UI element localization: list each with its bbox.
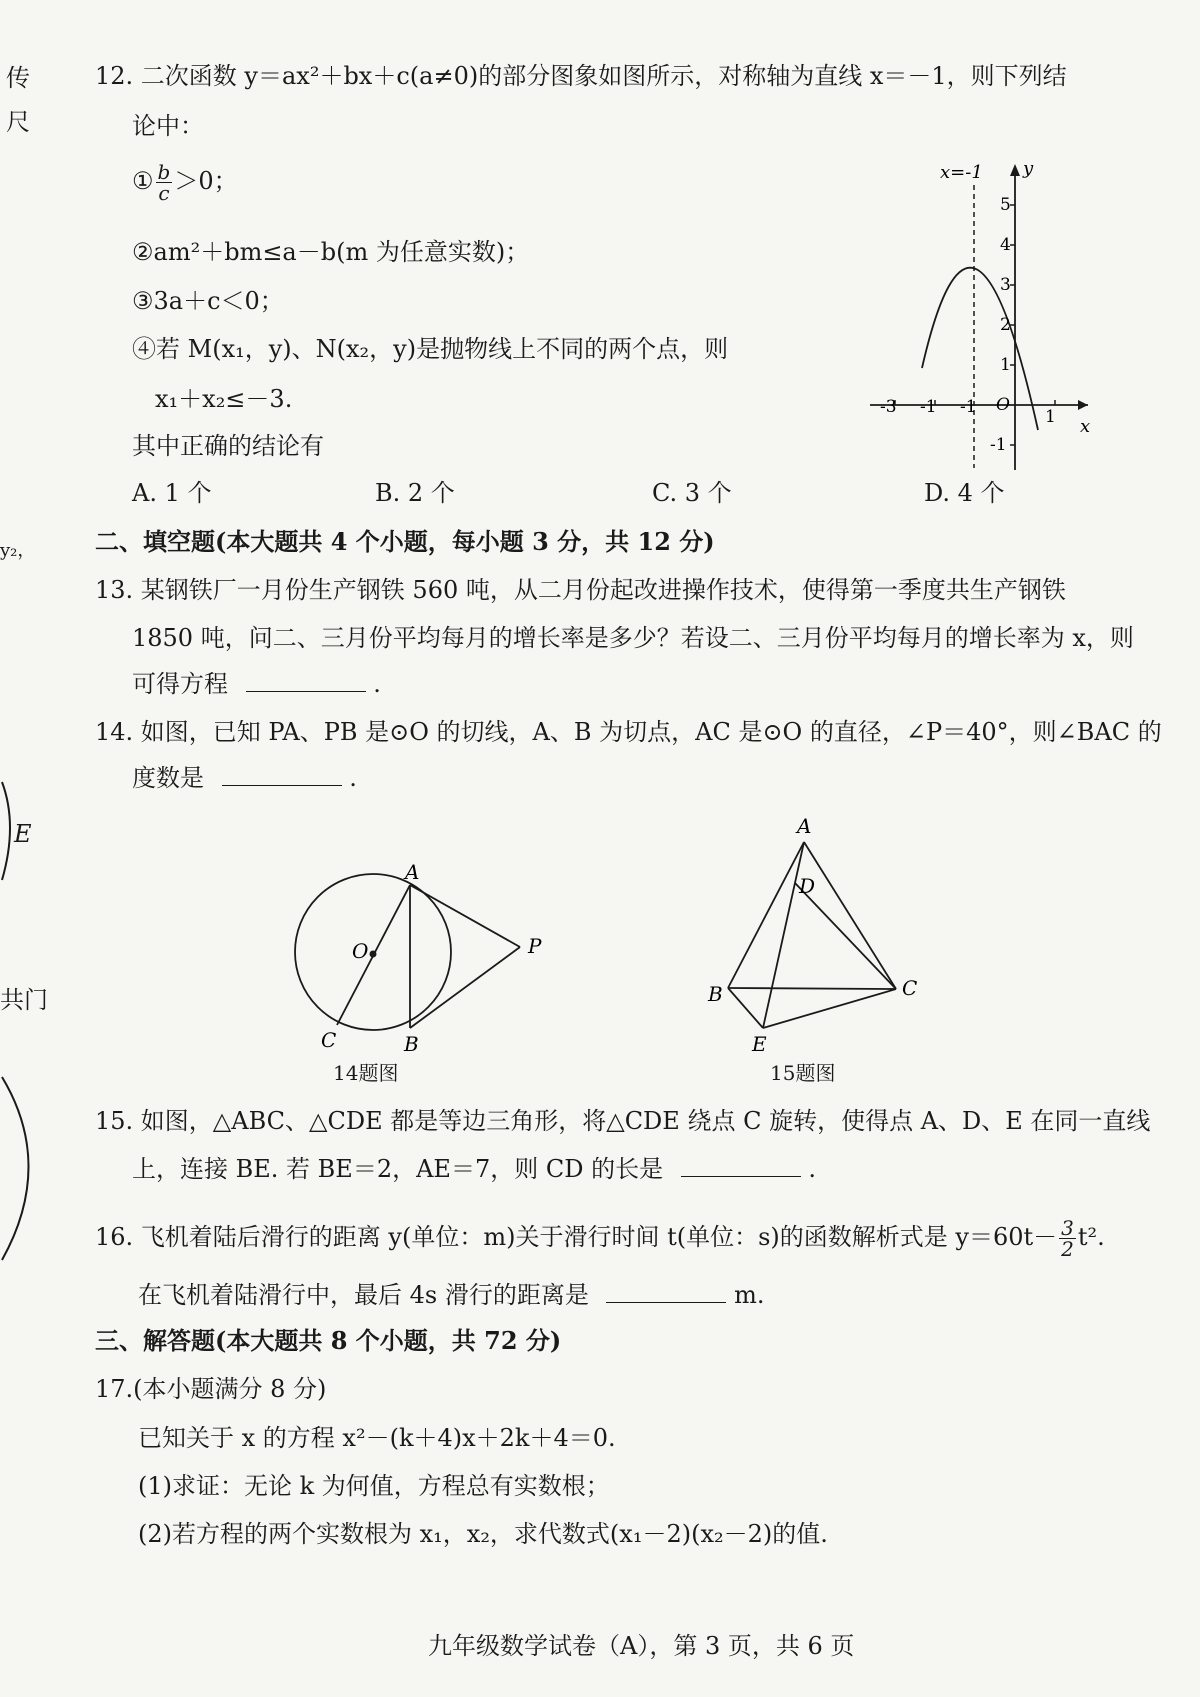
y-tick-label: 3	[1000, 275, 1011, 295]
q16-unit: m.	[734, 1281, 765, 1309]
q14-line2-text: 度数是	[132, 764, 204, 792]
fig15-caption: 15题图	[770, 1061, 836, 1085]
point-label: O	[352, 939, 369, 963]
q16-line1-pre: 16. 飞机着陆后滑行的距离 y(单位：m)关于滑行时间 t(单位：s)的函数解析式是 y＝60t－	[95, 1223, 1058, 1251]
q12-conclusion-4b: x₁＋x₂≤－3.	[155, 385, 293, 413]
q12-option-a: A. 1 个	[132, 479, 212, 507]
q12-ask: 其中正确的结论有	[132, 432, 324, 460]
q14-line1: 14. 如图，已知 PA、PB 是⊙O 的切线，A、B 为切点，AC 是⊙O 的直径，∠P＝40°，则∠BAC 的	[95, 718, 1162, 746]
section3-heading: 三、解答题(本大题共 8 个小题，共 72 分)	[95, 1326, 562, 1355]
segment-bc	[728, 988, 896, 989]
y-tick-label: 1	[1000, 355, 1011, 375]
point-label: A	[797, 815, 812, 838]
q13-line3	[132, 670, 381, 699]
point-label: C	[321, 1028, 337, 1052]
q15-line2-text: 上，连接 BE. 若 BE＝2，AE＝7，则 CD 的长是	[132, 1155, 664, 1183]
q12-c1-suffix: ＞0；	[174, 167, 238, 195]
origin-label: O	[996, 395, 1010, 415]
x-tick-label: -1	[920, 397, 937, 417]
frac-numerator: b	[157, 160, 171, 184]
q12-option-d: D. 4 个	[924, 479, 1005, 507]
q14-line2	[132, 764, 357, 793]
symmetry-axis-label: x=-1	[940, 162, 983, 183]
y-tick-label: -1	[990, 435, 1007, 455]
q17-part2: (2)若方程的两个实数根为 x₁，x₂，求代数式(x₁－2)(x₂－2)的值.	[138, 1520, 828, 1548]
q15-line1: 15. 如图，△ABC、△CDE 都是等边三角形，将△CDE 绕点 C 旋转，使得点 A、D、E 在同一直线	[95, 1107, 1151, 1135]
frac-denominator: 2	[1061, 1237, 1074, 1261]
q15-end: .	[808, 1155, 817, 1183]
margin-fragment: E	[14, 820, 32, 848]
q12-conclusion-1	[132, 162, 238, 203]
q17-part1: (1)求证：无论 k 为何值，方程总有实数根；	[138, 1472, 610, 1500]
segment-pb	[410, 947, 520, 1028]
answer-blank	[246, 671, 366, 692]
q17-line1: 已知关于 x 的方程 x²－(k＋4)x＋2k＋4＝0.	[138, 1424, 616, 1452]
q12-option-c: C. 3 个	[652, 479, 732, 507]
q17-heading: 17.(本小题满分 8 分)	[95, 1375, 327, 1403]
x-tick-label: 1	[1045, 407, 1056, 427]
fraction-b-over-c	[156, 162, 173, 203]
segment-be	[728, 988, 763, 1028]
margin-fragment: y₂，	[0, 540, 36, 561]
q16-line2-text: 在飞机着陆滑行中，最后 4s 滑行的距离是	[138, 1281, 589, 1309]
q12-parabola-graph	[860, 150, 1100, 480]
y-tick-label: 4	[1000, 235, 1011, 255]
point-label: E	[752, 1032, 767, 1055]
segment-pa	[410, 885, 520, 947]
x-axis-arrow	[1078, 400, 1088, 410]
q12-option-b: B. 2 个	[375, 479, 455, 507]
q13-line2: 1850 吨，问二、三月份平均每月的增长率是多少？若设二、三月份平均每月的增长率为 x，则	[132, 624, 1134, 652]
section2-heading: 二、填空题(本大题共 4 个小题，每小题 3 分，共 12 分)	[95, 527, 715, 556]
point-label: D	[799, 874, 816, 898]
fig15-triangles	[700, 815, 940, 1055]
q13-end: .	[373, 670, 381, 698]
q12-conclusion-3: ③3a＋c＜0；	[132, 287, 284, 315]
center-o-point	[370, 951, 377, 958]
page-footer: 九年级数学试卷（A），第 3 页，共 6 页	[428, 1632, 855, 1660]
answer-blank	[606, 1282, 726, 1303]
point-label: C	[902, 976, 918, 1000]
margin-fragment: 尺	[6, 108, 30, 136]
q16-line1	[95, 1218, 1105, 1259]
q16-line2	[138, 1281, 765, 1310]
frac-denominator: c	[158, 181, 170, 205]
point-label: B	[708, 982, 723, 1006]
segment-ac	[804, 842, 896, 989]
y-tick-label: 2	[1000, 315, 1011, 335]
segment-ab	[728, 842, 804, 988]
margin-arc	[0, 780, 30, 890]
point-label: B	[404, 1032, 419, 1056]
q12-c1-prefix: ①	[132, 167, 154, 195]
q15-line2	[132, 1155, 816, 1184]
x-tick-label: -1	[960, 397, 977, 417]
y-tick-label: 5	[1000, 195, 1011, 215]
margin-fragment: 共门	[0, 986, 48, 1014]
q13-line1: 13. 某钢铁厂一月份生产钢铁 560 吨，从二月份起改进操作技术，使得第一季度共生产钢铁	[95, 576, 1066, 604]
q16-line1-post: t².	[1077, 1223, 1105, 1251]
segment-ec	[763, 989, 896, 1028]
frac-numerator: 3	[1061, 1216, 1074, 1240]
segment-dc	[795, 883, 896, 989]
x-tick-label: -3	[880, 397, 897, 417]
q13-line3-text: 可得方程	[132, 670, 228, 698]
q12-stem-line2: 论中：	[132, 112, 204, 140]
fraction-3-over-2	[1059, 1218, 1076, 1259]
segment-ae	[763, 842, 804, 1028]
margin-arc	[0, 1075, 40, 1265]
q12-conclusion-4a: ④若 M(x₁，y)、N(x₂，y)是抛物线上不同的两个点，则	[132, 335, 729, 363]
y-axis-label: y	[1023, 158, 1034, 179]
point-label: P	[528, 934, 542, 958]
fig14-caption: 14题图	[333, 1061, 399, 1085]
x-axis-label: x	[1080, 416, 1091, 437]
point-label: A	[405, 860, 420, 884]
q12-conclusion-2: ②am²＋bm≤a－b(m 为任意实数)；	[132, 238, 530, 266]
answer-blank	[222, 765, 342, 786]
fig14-circle-tangents	[285, 855, 565, 1065]
q14-end: .	[349, 764, 357, 792]
y-axis-arrow	[1010, 164, 1020, 176]
margin-fragment: 传	[6, 64, 30, 92]
answer-blank	[681, 1156, 801, 1177]
q12-stem-line1: 12. 二次函数 y＝ax²＋bx＋c(a≠0)的部分图象如图所示，对称轴为直线 x＝－1，则下列结	[95, 62, 1067, 90]
